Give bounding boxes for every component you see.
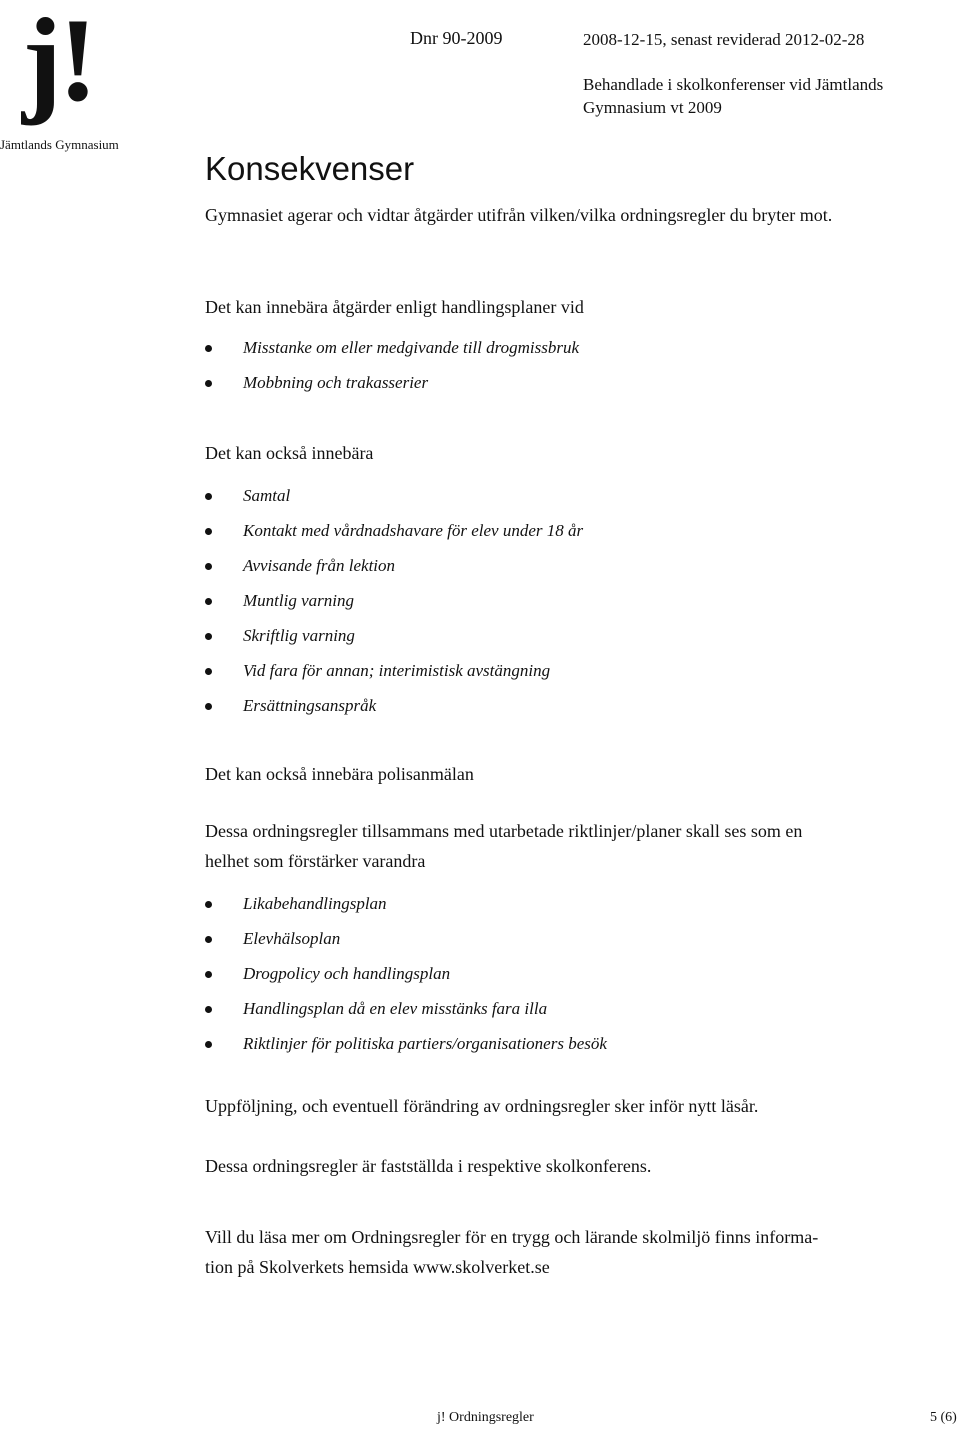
list-item: Avvisande från lektion: [205, 554, 583, 589]
plans-list: [205, 892, 607, 1067]
page-number: 5 (6): [930, 1410, 957, 1425]
list-item: Riktlinjer för politiska partiers/organisationers besök: [205, 1032, 607, 1067]
bullet-icon: [205, 380, 212, 387]
footer-title: j! Ordningsregler: [437, 1410, 534, 1425]
bullet-icon: [205, 1006, 212, 1013]
document-dates: 2008-12-15, senast reviderad 2012-02-28: [583, 30, 865, 49]
bullet-icon: [205, 703, 212, 710]
bullet-icon: [205, 563, 212, 570]
list-item: Ersättningsanspråk: [205, 694, 583, 729]
bullet-icon: [205, 1041, 212, 1048]
action-plans-intro: Det kan innebära åtgärder enligt handlingsplaner vid: [205, 297, 584, 317]
bullet-icon: [205, 493, 212, 500]
bullet-icon: [205, 633, 212, 640]
also-intro: Det kan också innebära: [205, 443, 374, 463]
established-paragraph: Dessa ordningsregler är fastställda i respektive skolkonferens.: [205, 1156, 652, 1176]
also-list: [205, 484, 583, 729]
page-title: Konsekvenser: [205, 150, 415, 187]
action-plans-list: [205, 336, 579, 406]
logo-mark: j!: [22, 0, 94, 126]
followup-paragraph: Uppföljning, och eventuell förändring av ordningsregler sker inför nytt läsår.: [205, 1096, 759, 1116]
list-item: Muntlig varning: [205, 589, 583, 624]
bullet-icon: [205, 668, 212, 675]
bullet-icon: [205, 345, 212, 352]
together-line1: Dessa ordningsregler tillsammans med utarbetade riktlinjer/planer skall ses som en: [205, 821, 803, 841]
document-note: [583, 73, 943, 119]
list-item: Skriftlig varning: [205, 624, 583, 659]
list-item: Drogpolicy och handlingsplan: [205, 962, 607, 997]
bullet-icon: [205, 598, 212, 605]
list-item: Likabehandlingsplan: [205, 892, 607, 927]
more-info-paragraph: [205, 1222, 865, 1282]
police-paragraph: Det kan också innebära polisanmälan: [205, 764, 474, 784]
bullet-icon: [205, 528, 212, 535]
more-info-line2: tion på Skolverkets hemsida www.skolverket.se: [205, 1257, 550, 1277]
bullet-icon: [205, 936, 212, 943]
list-item: Vid fara för annan; interimistisk avstängning: [205, 659, 583, 694]
document-note-line1: Behandlade i skolkonferenser vid Jämtlands: [583, 75, 884, 94]
list-item: Samtal: [205, 484, 583, 519]
list-item: Misstanke om eller medgivande till drogmissbruk: [205, 336, 579, 371]
intro-paragraph: Gymnasiet agerar och vidtar åtgärder utifrån vilken/vilka ordningsregler du bryter mot.: [205, 205, 833, 225]
document-note-line2: Gymnasium vt 2009: [583, 98, 722, 117]
list-item: Kontakt med vårdnadshavare för elev under 18 år: [205, 519, 583, 554]
more-info-line1: Vill du läsa mer om Ordningsregler för en trygg och lärande skolmiljö finns informa-: [205, 1227, 819, 1247]
list-item: Handlingsplan då en elev misstänks fara illa: [205, 997, 607, 1032]
bullet-icon: [205, 971, 212, 978]
together-paragraph: [205, 816, 865, 876]
bullet-icon: [205, 901, 212, 908]
list-item: Elevhälsoplan: [205, 927, 607, 962]
logo-name: Jämtlands Gymnasium: [0, 137, 119, 152]
document-number: Dnr 90-2009: [410, 28, 503, 48]
list-item: Mobbning och trakasserier: [205, 371, 579, 406]
together-line2: helhet som förstärker varandra: [205, 851, 426, 871]
